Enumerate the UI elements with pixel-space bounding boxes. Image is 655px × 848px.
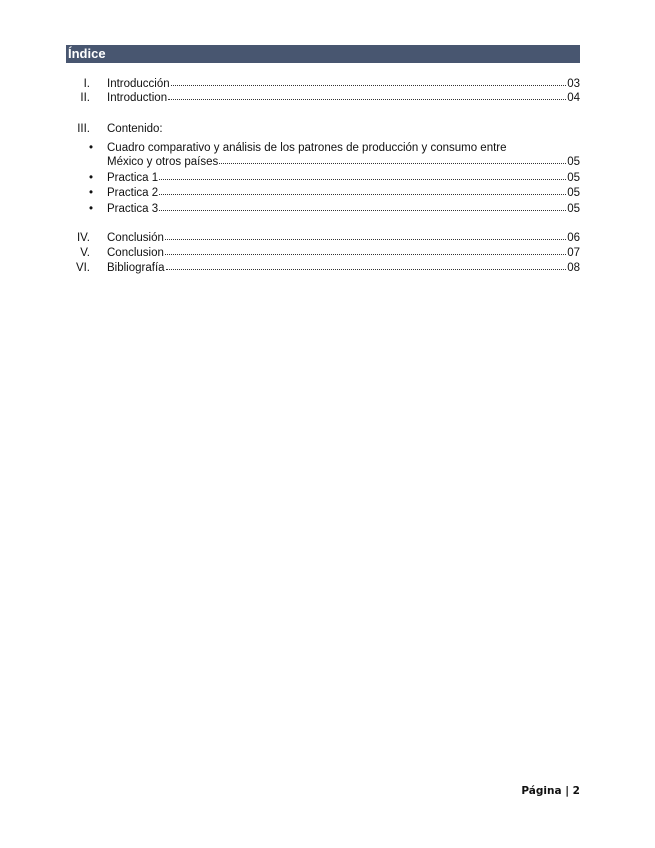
toc-entry-introduccion[interactable] — [66, 77, 580, 91]
toc-page-number: 05 — [567, 156, 580, 168]
toc-page-number: 03 — [567, 78, 580, 90]
toc-label: Practica 3 — [107, 203, 159, 215]
toc-label: Bibliografía — [107, 262, 165, 274]
index-heading: Índice — [66, 45, 580, 63]
toc-label-line2: México y otros países — [107, 156, 219, 168]
toc-leader — [159, 185, 566, 195]
toc-label: Practica 1 — [107, 172, 159, 184]
toc-label-line1: Cuadro comparativo y análisis de los patrones de producción y consumo entre — [107, 142, 507, 154]
page-number-footer: Página | 2 — [521, 785, 580, 797]
toc-entry-introduction[interactable] — [66, 91, 580, 105]
toc-label: Introduction — [107, 92, 168, 104]
toc-number: V. — [80, 247, 90, 259]
toc-leader — [165, 230, 566, 240]
toc-leader — [159, 201, 566, 211]
toc-page-number: 05 — [567, 172, 580, 184]
toc-label: Conclusion — [107, 247, 164, 259]
bullet-icon: • — [88, 142, 94, 154]
toc-leader — [171, 76, 567, 86]
toc-leader — [165, 245, 566, 255]
toc-page-number: 08 — [567, 262, 580, 274]
toc-entry-conclusion-es[interactable] — [66, 231, 580, 245]
toc-leader — [219, 154, 566, 164]
bullet-icon: • — [88, 203, 94, 215]
toc-entry-contenido[interactable] — [66, 122, 580, 136]
toc-entry-conclusion-en[interactable] — [66, 246, 580, 260]
toc-page-number: 06 — [567, 232, 580, 244]
toc-leader — [159, 170, 566, 180]
toc-entry-practica-2[interactable] — [66, 186, 580, 200]
toc-leader — [166, 260, 567, 270]
toc-entry-bibliografia[interactable] — [66, 261, 580, 275]
toc-label: Introducción — [107, 78, 170, 90]
toc-page-number: 05 — [567, 187, 580, 199]
bullet-icon: • — [88, 187, 94, 199]
toc-page-number: 07 — [567, 247, 580, 259]
toc-label: Practica 2 — [107, 187, 159, 199]
toc-entry-practica-3[interactable] — [66, 202, 580, 216]
toc-number: III. — [77, 123, 90, 135]
toc-page-number: 05 — [567, 203, 580, 215]
toc-number: IV. — [76, 232, 90, 244]
toc-entry-practica-1[interactable] — [66, 171, 580, 185]
bullet-icon: • — [88, 172, 94, 184]
toc-number: I. — [83, 78, 90, 90]
toc-page-number: 04 — [567, 92, 580, 104]
toc-number: VI. — [75, 262, 90, 274]
toc-label: Contenido: — [107, 123, 163, 135]
toc-leader — [168, 90, 566, 100]
toc-entry-cuadro-comparativo[interactable] — [66, 141, 580, 169]
toc-number: II. — [80, 92, 90, 104]
toc-label: Conclusión — [107, 232, 164, 244]
